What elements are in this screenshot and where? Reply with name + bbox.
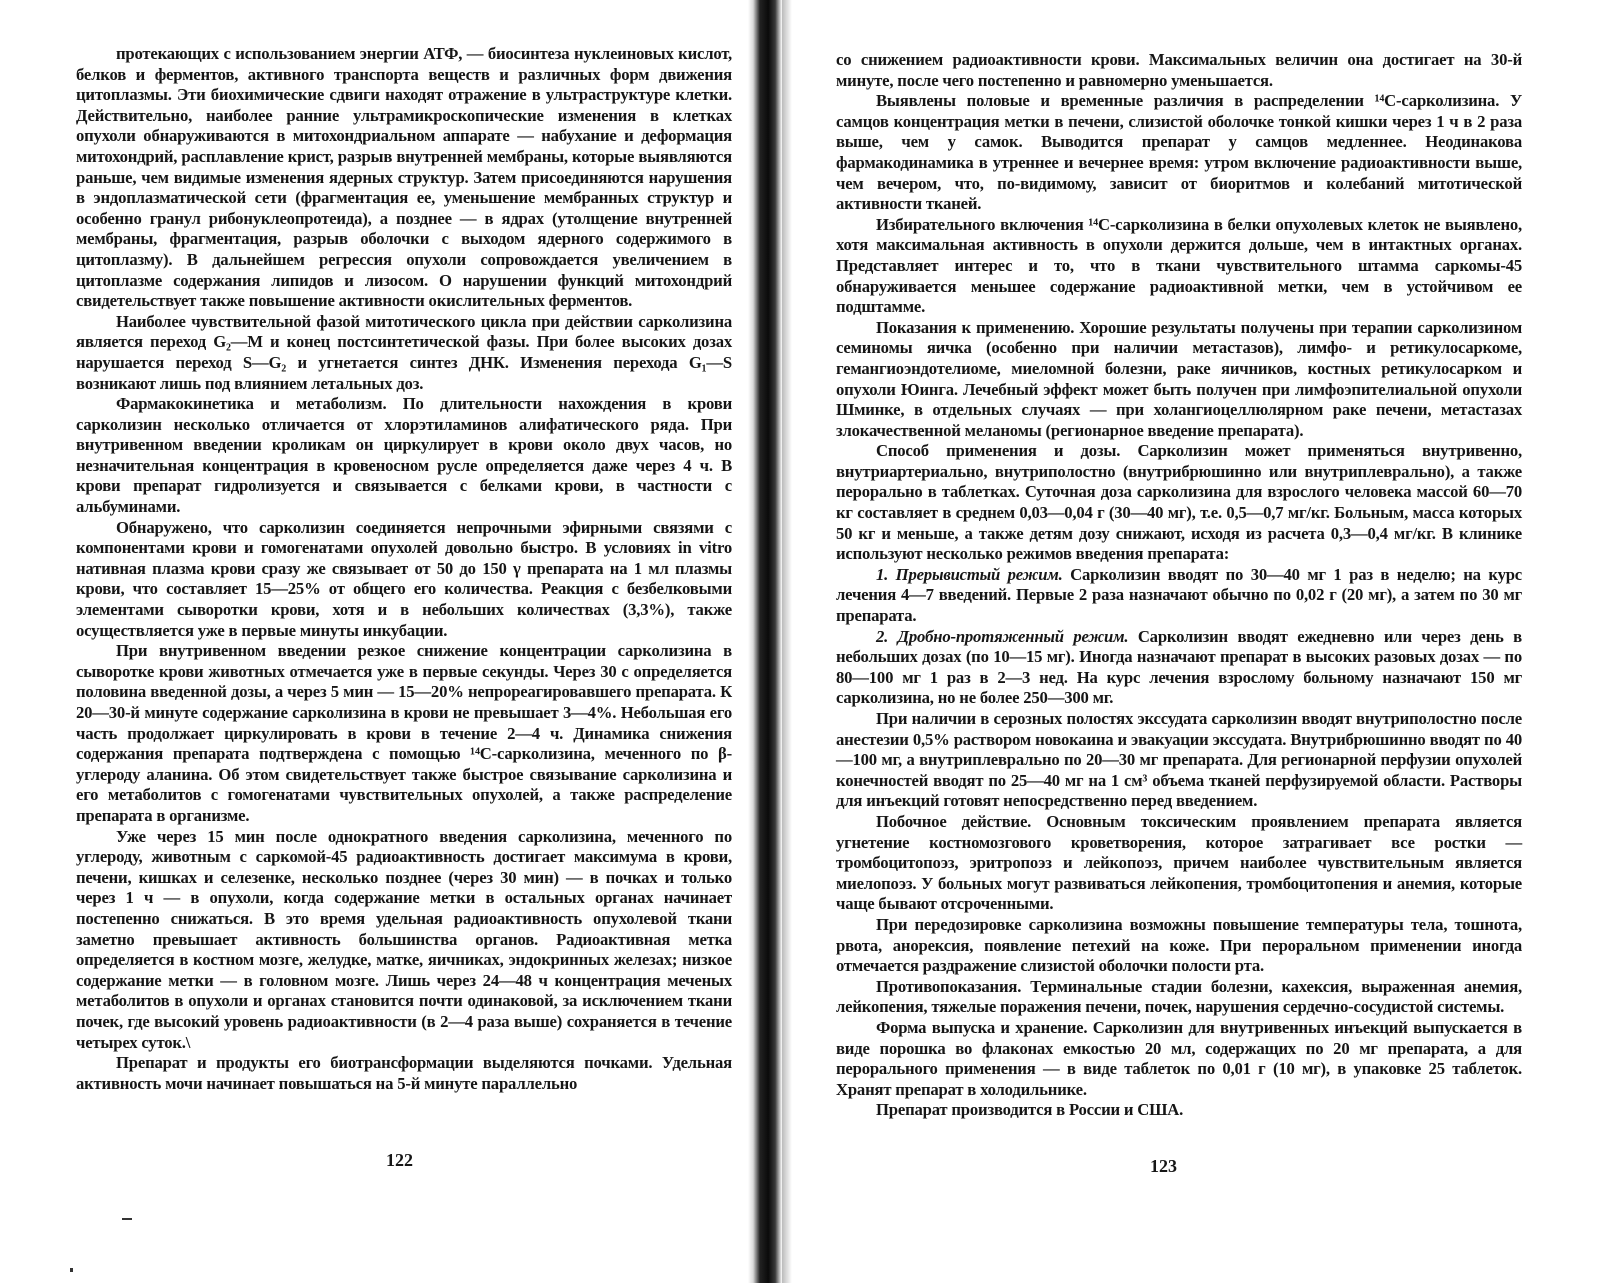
paragraph-text: Сарколизин вводят ежедневно или через день в небольших дозах (по 10—15 мг). Иногда назначают препарат в высоких разовых дозах — по 80—100 мг 1 раз в 2—3 нед. На курс лечения взрослому больному назначают 150 мг сарколизина, но не более 250—300 мг. xyxy=(836,626,1522,708)
paragraph-text: Терминальные стадии болезни, кахексия, выраженная анемия, лейкопения, тяжелые поражения печени, почек, нарушения сердечно-сосудистой системы. xyxy=(836,976,1522,1017)
left-page xyxy=(0,0,752,1283)
section-heading: Фармакокинетика и метаболизм. xyxy=(116,394,387,414)
paragraph xyxy=(76,312,732,394)
paragraph xyxy=(76,1053,732,1094)
section-heading: Показания к применению. xyxy=(876,317,1075,337)
regimen-heading: 1. Прерывистый режим. xyxy=(876,564,1063,584)
paragraph xyxy=(836,1018,1522,1100)
paragraph-text: По длительности нахождения в крови сарколизин несколько отличается от хлорэтиламинов алифатического ряда. При внутривенном введении кроликам он циркулирует в крови около двух часов, но незначительная концентрация в кровеносном русле определяется даже через 4 ч. В крови препарат гидролизуется и связывается с белками крови, в частности с альбуминами. xyxy=(76,394,732,517)
paragraph xyxy=(836,977,1522,1018)
section-heading: Побочное действие. xyxy=(876,811,1032,831)
regimen-heading: 2. Дробно-протяженный режим. xyxy=(876,626,1129,646)
paragraph-text: При внутривенном введении резкое снижение концентрации сарколизина в сыворотке крови животных отмечается уже в первые секунды. Через 30 с определяется половина введенной дозы, а через 5 мин — 15—20% непрореагировавшего препарата. К 20—30-й минуте содержание сарколизина в крови не превышает 3—4%. Небольшая его часть продолжает циркулировать в крови в течение 2—4 ч. Динамика снижения содержания препарата подтверждена с помощью ¹⁴С-сарколизина, меченного по β-углероду аланина. Об этом свидетельствует также быстрое связывание сарколизина и его метаболитов с гомогенатами чувствительных опухолей, а также распределение препарата в организме. xyxy=(76,641,732,825)
paragraph xyxy=(76,518,732,642)
paragraph xyxy=(76,641,732,826)
scan-speck xyxy=(122,1218,132,1220)
section-heading: Форма выпуска и хранение. xyxy=(876,1017,1088,1037)
paragraph-text: Обнаружено, что сарколизин соединяется непрочными эфирными связями с компонентами крови и гомогенатами опухолей довольно быстро. В условиях in vitro нативная плазма крови сразу же связывает от 50 до 150 γ препарата на 1 мл плазмы крови, что составляет 15—25% от общего его количества. Реакция с безбелковыми элементами сыворотки крови, хотя и в небольших количествах (3,3%), также осуществляется уже в первые минуты инкубации. xyxy=(76,517,732,640)
paragraph xyxy=(836,627,1522,709)
paragraph xyxy=(836,812,1522,915)
paragraph-text: Сарколизин для внутривенных инъекций выпускается в виде порошка во флаконах емкостью 20 мл, содержащих по 20 мг препарата, а для перорального применения — в виде таблеток по 0,01 г (10 мг), в упаковке 25 таблеток. Хранят препарат в холодильнике. xyxy=(836,1017,1522,1099)
paragraph xyxy=(836,565,1522,627)
paragraph-text: Препарат и продукты его биотрансформации выделяются почками. Удельная активность мочи начинает повышаться на 5-й минуте параллельно xyxy=(76,1053,732,1093)
section-heading: Противопоказания. xyxy=(876,976,1022,996)
paragraph-text: Сарколизин может применяться внутривенно, внутриартериально, внутриполостно (внутрибрюшинно или внутриплеврально), а также перорально в таблетках. Суточная доза сарколизина для взрослого человека массой 60—70 кг составляет в среднем 0,03—0,04 г (30—40 мг), т.е. 0,5—0,7 мг/кг. Больным, масса которых 50 кг и меньше, а также детям дозу снижают, исходя из расчета 0,3—0,4 мг/кг. В клинике используют несколько режимов введения препарата: xyxy=(836,441,1522,564)
paragraph xyxy=(836,318,1522,442)
paragraph-text: Основным токсическим проявлением препарата является угнетение костномозгового кроветворения, которое затрагивает все ростки — тромбоцитопоэз, эритропоэз и лейкопоэз, причем наиболее чувствительным является миелопоэз. У больных могут развиваться лейкопения, тромбоцитопения и анемия, которые чаще бывают отсроченными. xyxy=(836,811,1522,914)
paragraph-text: Уже через 15 мин после однократного введения сарколизина, меченного по углероду, животным с саркомой-45 радиоактивность достигает максимума в крови, печени, кишках и селезенке, несколько позднее (через 30 мин) — в почках и только через 1 ч — в опухоли, когда содержание метки в остальных органах начинает постепенно снижаться. В это время удельная радиоактивность опухолевой ткани заметно превышает активность большинства органов. Радиоактивная метка определяется в костном мозге, желудке, матке, яичниках, эндокринных железах; низкое содержание метки — в головном мозге. Лишь через 24—48 ч концентрация меченых метаболитов в опухоли и органах становится почти одинаковой, за исключением ткани почек, где высокий уровень радиоактивности (в 2—4 раза выше) сохраняется в течение четырех суток.\ xyxy=(76,826,732,1052)
section-heading: Способ применения и дозы. xyxy=(876,441,1121,461)
paragraph xyxy=(836,91,1522,215)
paragraph xyxy=(836,441,1522,565)
right-page-number: 123 xyxy=(1150,1156,1177,1176)
paragraph-text: Сарколизин вводят по 30—40 мг 1 раз в неделю; на курс лечения 4—7 введений. Первые 2 раза назначают обычно по 0,02 г (20 мг), а затем по 30 мг препарата. xyxy=(836,564,1522,626)
paragraph xyxy=(836,709,1522,812)
paragraph-text: Выявлены половые и временные различия в распределении ¹⁴С-сарколизина. У самцов концентрация метки в печени, слизистой оболочке тонкой кишки через 1 ч в 2 раза выше, чем у самок. Выводится препарат у самцов медленнее. Неодинакова фармакодинамика в утреннее и вечернее время: утром включение радиоактивности выше, чем вечером, что, по-видимому, зависит от биоритмов и колебаний митотической активности тканей. xyxy=(836,91,1522,214)
paragraph xyxy=(836,50,1522,91)
scan-speck xyxy=(70,1268,73,1272)
right-page-text-column xyxy=(836,50,1522,1121)
paragraph xyxy=(76,394,732,518)
paragraph-text: протекающих с использованием энергии АТФ, — биосинтеза нуклеиновых кислот, белков и ферментов, активного транспорта веществ и различных форм движения цитоплазмы. Эти биохимические сдвиги находят отражение в ультраструктуре клетки. Действительно, наиболее ранние ультрамикроскопические изменения в клетках опухоли обнаруживаются в митохондриальном аппарате — набухание и деформация митохондрий, расплавление крист, разрыв внутренней мембраны, которые выявляются раньше, чем видимые изменения ядерных структур. Затем присоединяются нарушения в эндоплазматической сети (фрагментация ее, уменьшение мембранных структур и особенно гранул рибонуклеопротеида), а позднее — в ядрах (утолщение внутренней мембраны, фрагментация, разрыв оболочки с выходом ядерного содержимого в цитоплазму). В дальнейшем регрессия опухоли сопровождается увеличением в цитоплазме содержания липидов и лизосом. О нарушении функций митохондрий свидетельствует также повышение активности окислительных ферментов. xyxy=(76,44,732,311)
paragraph xyxy=(76,44,732,312)
paragraph-text: Избирательного включения ¹⁴С-сарколизина в белки опухолевых клеток не выявлено, хотя максимальная активность в опухоли держится дольше, чем в интактных органах. Представляет интерес и то, что в ткани чувствительного штамма саркомы-45 обнаруживается меньшее содержание радиоактивной метки, чем в устойчивом ее подштамме. xyxy=(836,214,1522,317)
paragraph-text: со снижением радиоактивности крови. Максимальных величин она достигает на 30-й минуте, после чего постепенно и равномерно уменьшается. xyxy=(836,50,1522,90)
paragraph-text: При наличии в серозных полостях экссудата сарколизин вводят внутриполостно после анестезии 0,5% раствором новокаина и эвакуации экссудата. Внутрибрюшинно вводят по 40—100 мг, а внутриплеврально по 20—30 мг препарата. Для регионарной перфузии опухолей конечностей вводят по 25—40 мг на 1 см³ объема тканей перфузируемой области. Растворы для инъекций готовят непосредственно перед введением. xyxy=(836,709,1522,811)
paragraph xyxy=(836,915,1522,977)
paragraph xyxy=(76,827,732,1054)
paragraph-text: Наиболее чувствительной фазой митотического цикла при действии сарколизина является переход G₂—M и конец постсинтетической фазы. При более высоких дозах нарушается переход S—G₂ и угнетается синтез ДНК. Изменения перехода G₁—S возникают лишь под влиянием летальных доз. xyxy=(76,311,732,393)
paragraph-text: Хорошие результаты получены при терапии сарколизином семиномы яичка (особенно при наличии метастазов), лимфо- и ретикулосаркоме, гемангиоэндотелиоме, миеломной болезни, раке яичников, костных ретикулосарком и опухоли Юинга. Лечебный эффект может быть получен при лимфоэпителиальной опухоли Шминке, в отдельных случаях — при холангиоцеллюлярном раке печени, метастазах злокачественной меланомы (регионарное введение препарата). xyxy=(836,317,1523,440)
paragraph-text: Препарат производится в России и США. xyxy=(876,1100,1184,1120)
paragraph-text: При передозировке сарколизина возможны повышение температуры тела, тошнота, рвота, анорексия, появление петехий на коже. При пероральном применении иногда отмечается раздражение слизистой оболочки полости рта. xyxy=(836,914,1522,976)
paragraph xyxy=(836,215,1522,318)
left-page-text-column xyxy=(76,44,732,1094)
right-page xyxy=(775,0,1600,1283)
left-page-number: 122 xyxy=(386,1150,413,1170)
paragraph xyxy=(836,1100,1522,1121)
